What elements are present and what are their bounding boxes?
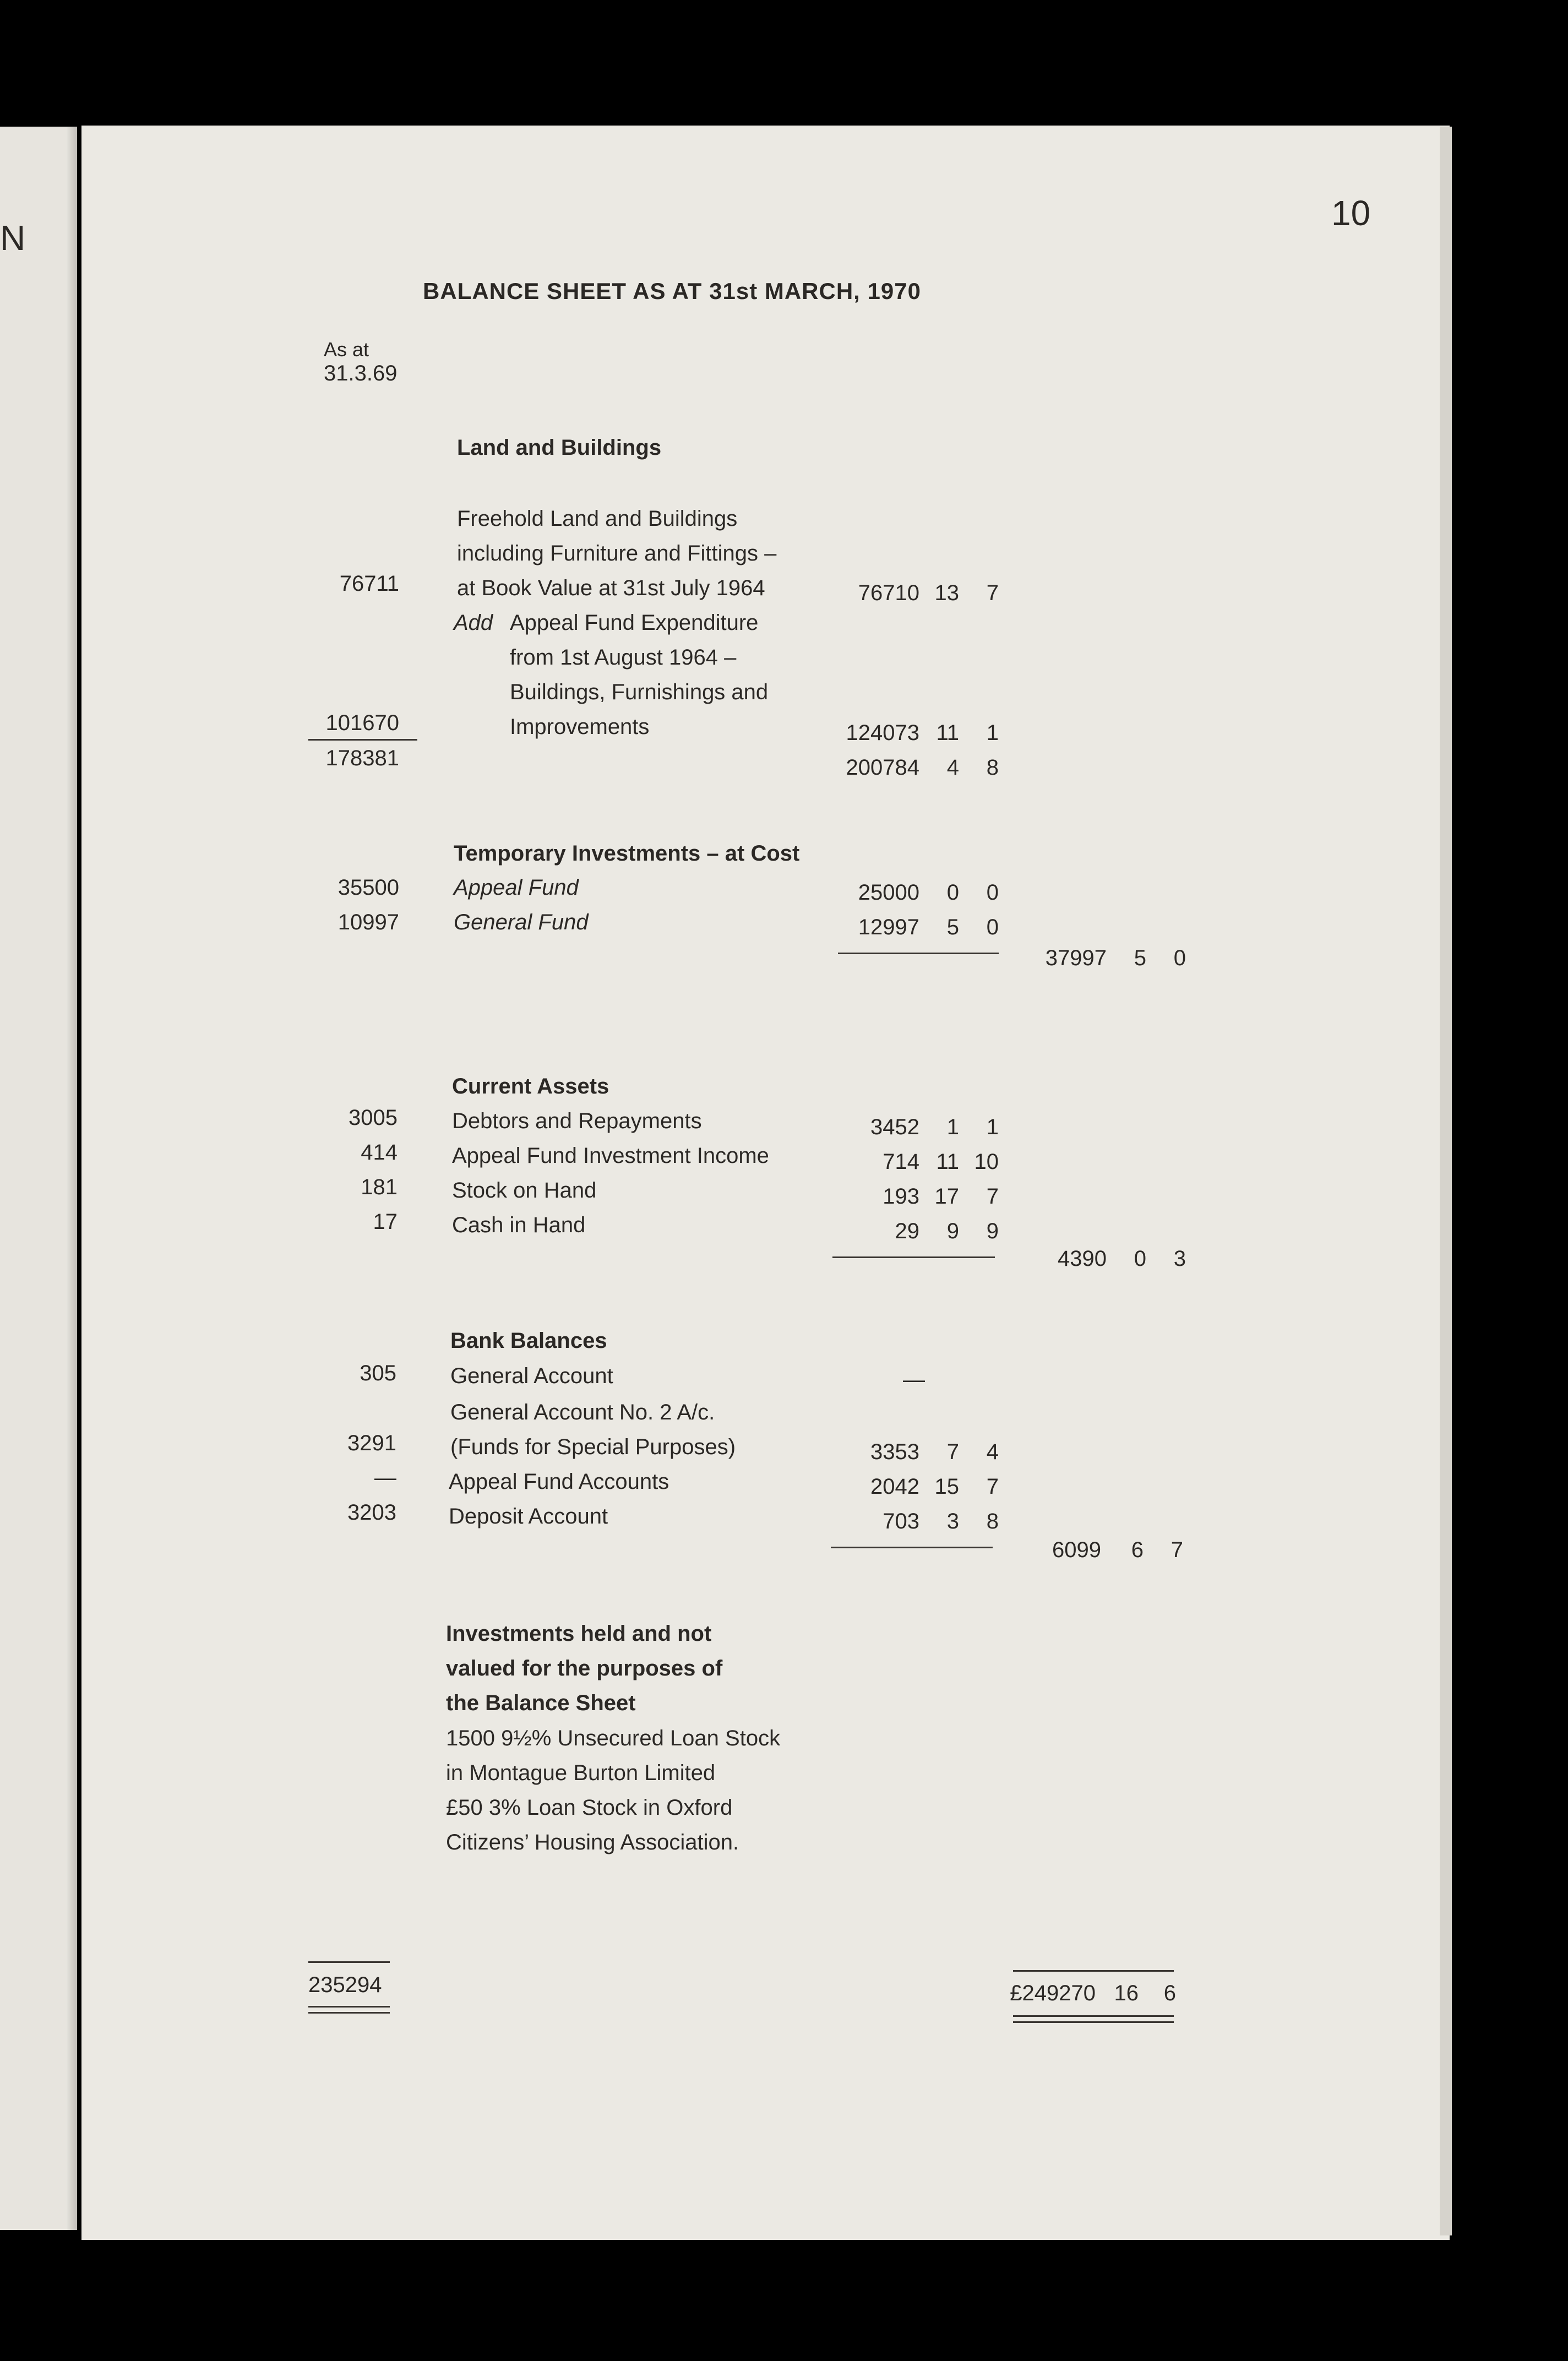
bank-row-label: General Account	[450, 1364, 613, 1388]
section-total-pence: 7	[1170, 1538, 1183, 1562]
double-rule	[1013, 2015, 1174, 2017]
land-line: at Book Value at 31st July 1964	[457, 576, 765, 600]
rule	[838, 953, 999, 954]
prior-year-value: 17	[373, 1210, 398, 1234]
amount-pounds: 3353	[870, 1440, 919, 1464]
rule	[308, 739, 417, 741]
amount-pounds: 193	[883, 1184, 919, 1209]
grand-total-shillings: 16	[1114, 1981, 1139, 2005]
section-total-pence: 3	[1173, 1247, 1186, 1271]
amount-pounds: 200784	[846, 755, 919, 780]
amount-pence: 4	[986, 1440, 999, 1464]
grand-total-pence: 6	[1163, 1981, 1176, 2005]
amount-pounds: 124073	[846, 721, 919, 745]
prior-year-value: 101670	[325, 711, 399, 735]
amount-shillings: 15	[934, 1475, 959, 1499]
double-rule	[308, 2006, 390, 2008]
prior-year-value: 3291	[347, 1431, 396, 1455]
amount-pence: 7	[986, 1184, 999, 1209]
prior-year-value: 35500	[337, 875, 399, 900]
amount-pounds: 29	[895, 1219, 919, 1243]
land-line: Appeal Fund Expenditure	[510, 611, 759, 635]
add-word: Add	[454, 611, 493, 635]
amount-pence: 1	[986, 1115, 999, 1139]
section-total-pounds: 6099	[1052, 1538, 1101, 1562]
amount-pence: 8	[986, 755, 999, 780]
prior-year-value: 305	[360, 1361, 396, 1385]
double-rule	[1013, 2021, 1174, 2023]
land-line: including Furniture and Fittings –	[457, 541, 777, 565]
bank-row-label: General Account No. 2 A/c.	[450, 1400, 715, 1424]
grand-total-pounds: £249270	[1010, 1981, 1096, 2005]
bank-row-label: (Funds for Special Purposes)	[450, 1435, 736, 1459]
investments-note-line: 1500 9½% Unsecured Loan Stock	[446, 1726, 781, 1750]
bank-heading: Bank Balances	[450, 1329, 607, 1353]
as-at-date: 31.3.69	[324, 361, 398, 385]
amount-shillings: 5	[946, 915, 959, 939]
prior-year-value: 76711	[339, 572, 399, 596]
amount-pounds: 3452	[870, 1115, 919, 1139]
left-page	[0, 127, 77, 2230]
investments-note-line: in Montague Burton Limited	[446, 1761, 716, 1785]
prior-year-value: 414	[361, 1140, 398, 1165]
prior-year-value: —	[374, 1466, 396, 1490]
amount-pounds: 703	[883, 1509, 919, 1533]
amount-shillings: 11	[936, 721, 959, 745]
section-total-shillings: 6	[1131, 1538, 1144, 1562]
investments-note-heading: valued for the purposes of	[446, 1656, 723, 1680]
page-number: 10	[1331, 193, 1371, 233]
right-page	[81, 126, 1450, 2240]
amount-pence: 7	[986, 581, 999, 605]
investments-note-heading: Investments held and not	[446, 1622, 712, 1646]
section-total-pounds: 37997	[1045, 946, 1107, 970]
amount-shillings: 13	[934, 581, 959, 605]
prior-year-value: 3005	[349, 1106, 398, 1130]
amount-pence: 10	[974, 1150, 999, 1174]
land-line: Freehold Land and Buildings	[457, 507, 738, 531]
as-at-label: As at	[324, 338, 369, 361]
amount-shillings: 1	[946, 1115, 959, 1139]
prior-year-value: 3203	[347, 1500, 396, 1525]
rule	[831, 1547, 993, 1548]
amount-pence: 0	[986, 880, 999, 905]
prior-year-value: 181	[361, 1175, 398, 1199]
section-total-shillings: 5	[1134, 946, 1146, 970]
current-heading: Current Assets	[452, 1074, 609, 1098]
amount-pounds: 2042	[870, 1475, 919, 1499]
current-row-label: Cash in Hand	[452, 1213, 586, 1237]
left-page-edge-letter: N	[0, 218, 26, 258]
double-rule	[308, 2012, 390, 2014]
amount-shillings: 0	[946, 880, 959, 905]
section-total-pence: 0	[1173, 946, 1186, 970]
rule	[832, 1256, 995, 1258]
bank-row-label: Appeal Fund Accounts	[449, 1470, 669, 1494]
current-row-label: Stock on Hand	[452, 1178, 597, 1203]
amount-pounds: 12997	[858, 915, 919, 939]
temp-heading: Temporary Investments – at Cost	[454, 841, 800, 866]
amount-shillings: 7	[946, 1440, 959, 1464]
amount-pounds: 25000	[858, 880, 919, 905]
amount-pence: 8	[986, 1509, 999, 1533]
land-line: Buildings, Furnishings and	[510, 680, 769, 704]
page-edge	[1440, 127, 1452, 2235]
investments-note-heading: the Balance Sheet	[446, 1691, 636, 1715]
current-row-label: Appeal Fund Investment Income	[452, 1144, 769, 1168]
investments-note-line: £50 3% Loan Stock in Oxford	[446, 1796, 733, 1820]
current-row-label: Debtors and Repayments	[452, 1109, 702, 1133]
section-total-shillings: 0	[1134, 1247, 1146, 1271]
amount-pounds: —	[903, 1368, 925, 1392]
bank-row-label: Deposit Account	[449, 1504, 608, 1528]
amount-shillings: 17	[934, 1184, 959, 1209]
rule	[1013, 1970, 1174, 1972]
rule	[308, 1961, 390, 1963]
amount-pence: 9	[986, 1219, 999, 1243]
amount-pounds: 714	[883, 1150, 919, 1174]
investments-note-line: Citizens’ Housing Association.	[446, 1830, 739, 1854]
amount-shillings: 3	[946, 1509, 959, 1533]
amount-pounds: 76710	[858, 581, 919, 605]
amount-pence: 7	[986, 1475, 999, 1499]
book-gutter	[66, 127, 83, 2230]
prior-year-value: 10997	[337, 910, 399, 934]
land-line: from 1st August 1964 –	[510, 645, 737, 670]
amount-shillings: 9	[946, 1219, 959, 1243]
temp-appeal-label: Appeal Fund	[454, 875, 579, 900]
section-total-pounds: 4390	[1058, 1247, 1107, 1271]
amount-shillings: 11	[936, 1150, 959, 1174]
amount-shillings: 4	[946, 755, 959, 780]
amount-pence: 0	[986, 915, 999, 939]
prior-year-grand-total: 235294	[308, 1973, 382, 1997]
land-line: Improvements	[510, 715, 650, 739]
prior-year-value: 178381	[325, 746, 399, 770]
temp-general-label: General Fund	[454, 910, 589, 934]
amount-pence: 1	[986, 721, 999, 745]
land-heading: Land and Buildings	[457, 436, 662, 460]
page-title: BALANCE SHEET AS AT 31st MARCH, 1970	[423, 278, 921, 304]
